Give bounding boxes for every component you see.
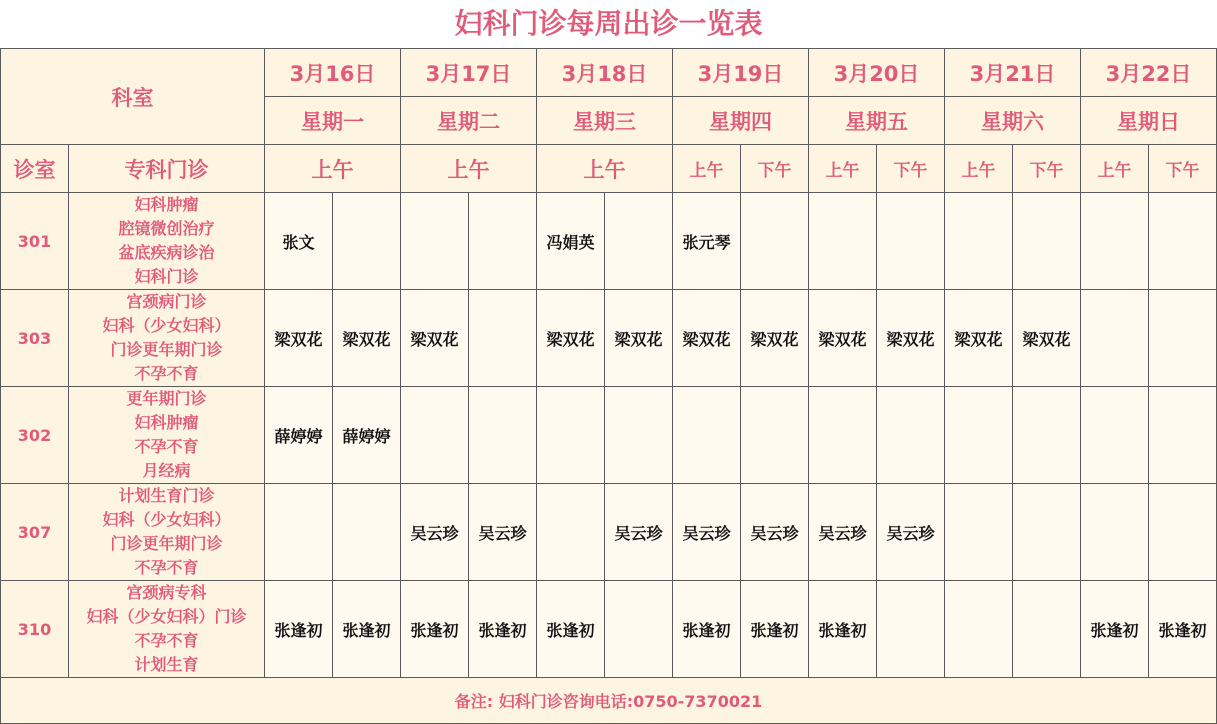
doctor-cell: 梁双花	[333, 290, 401, 387]
doctor-cell: 吴云珍	[741, 484, 809, 581]
doctor-cell: 张逢初	[1149, 581, 1217, 678]
table-row	[1, 290, 1217, 387]
doctor-cell	[945, 484, 1013, 581]
room-number: 301	[1, 193, 69, 290]
specialty-list	[69, 193, 265, 290]
weekday-header: 星期日	[1081, 97, 1217, 145]
date-header: 3月16日	[265, 49, 401, 97]
doctor-cell	[333, 193, 401, 290]
doctor-cell	[1149, 290, 1217, 387]
doctor-cell	[1013, 581, 1081, 678]
doctor-cell	[1081, 290, 1149, 387]
specialty-item: 门诊更年期门诊	[110, 534, 223, 553]
am-header: 上午	[945, 145, 1013, 193]
page-title: 妇科门诊每周出诊一览表	[454, 7, 763, 40]
date-header: 3月21日	[945, 49, 1081, 97]
doctor-cell	[469, 290, 537, 387]
date-header: 3月22日	[1081, 49, 1217, 97]
pm-header: 下午	[877, 145, 945, 193]
date-header: 3月20日	[809, 49, 945, 97]
doctor-cell: 梁双花	[1013, 290, 1081, 387]
doctor-cell	[741, 387, 809, 484]
doctor-cell	[809, 193, 877, 290]
specialty-item: 妇科（少女妇科）	[102, 510, 231, 529]
am-header: 上午	[809, 145, 877, 193]
specialty-list	[69, 387, 265, 484]
room-header: 诊室	[1, 145, 69, 193]
doctor-cell	[1081, 387, 1149, 484]
doctor-cell	[1081, 484, 1149, 581]
date-header: 3月18日	[537, 49, 673, 97]
date-header: 3月17日	[401, 49, 537, 97]
doctor-cell: 吴云珍	[877, 484, 945, 581]
doctor-cell: 张文	[265, 193, 333, 290]
doctor-cell: 梁双花	[537, 290, 605, 387]
doctor-cell: 张逢初	[265, 581, 333, 678]
footer-note: 备注: 妇科门诊咨询电话:0750-7370021	[1, 678, 1217, 724]
doctor-cell	[401, 387, 469, 484]
doctor-cell	[945, 193, 1013, 290]
pm-header: 下午	[1013, 145, 1081, 193]
room-number: 303	[1, 290, 69, 387]
specialty-item: 月经病	[142, 461, 191, 480]
table-row	[1, 484, 1217, 581]
doctor-cell: 梁双花	[809, 290, 877, 387]
doctor-cell: 张逢初	[469, 581, 537, 678]
weekday-header: 星期四	[673, 97, 809, 145]
specialty-list	[69, 581, 265, 678]
doctor-cell	[877, 387, 945, 484]
doctor-cell	[605, 387, 673, 484]
doctor-cell: 梁双花	[741, 290, 809, 387]
am-header: 上午	[537, 145, 673, 193]
specialty-item: 妇科肿瘤	[134, 195, 199, 214]
doctor-cell: 吴云珍	[605, 484, 673, 581]
am-header: 上午	[401, 145, 537, 193]
specialty-item: 更年期门诊	[126, 389, 207, 408]
weekday-header: 星期二	[401, 97, 537, 145]
specialty-list	[69, 484, 265, 581]
specialty-item: 不孕不育	[134, 558, 199, 577]
doctor-cell: 张逢初	[741, 581, 809, 678]
pm-header: 下午	[741, 145, 809, 193]
weekday-header: 星期三	[537, 97, 673, 145]
doctor-cell	[945, 387, 1013, 484]
doctor-cell: 梁双花	[605, 290, 673, 387]
doctor-cell: 张逢初	[537, 581, 605, 678]
specialty-item: 宫颈病门诊	[126, 292, 207, 311]
doctor-cell	[265, 484, 333, 581]
doctor-cell: 冯娟英	[537, 193, 605, 290]
doctor-cell	[945, 581, 1013, 678]
dept-header: 科室	[1, 49, 265, 145]
specialty-item: 不孕不育	[134, 364, 199, 383]
doctor-cell	[673, 387, 741, 484]
doctor-cell	[1081, 193, 1149, 290]
specialty-item: 计划生育门诊	[118, 486, 215, 505]
doctor-cell: 张逢初	[1081, 581, 1149, 678]
doctor-cell: 张逢初	[673, 581, 741, 678]
weekday-header: 星期六	[945, 97, 1081, 145]
doctor-cell: 吴云珍	[401, 484, 469, 581]
room-number: 310	[1, 581, 69, 678]
doctor-cell: 吴云珍	[469, 484, 537, 581]
doctor-cell: 梁双花	[673, 290, 741, 387]
specialty-item: 妇科（少女妇科）	[102, 316, 231, 335]
specialty-item: 不孕不育	[134, 437, 199, 456]
specialty-item: 妇科肿瘤	[134, 413, 199, 432]
schedule-table	[0, 48, 1217, 724]
doctor-cell: 梁双花	[877, 290, 945, 387]
doctor-cell	[1013, 484, 1081, 581]
doctor-cell	[537, 387, 605, 484]
doctor-cell	[469, 193, 537, 290]
doctor-cell	[1149, 193, 1217, 290]
pm-header: 下午	[1149, 145, 1217, 193]
doctor-cell	[877, 193, 945, 290]
room-number: 307	[1, 484, 69, 581]
am-header: 上午	[673, 145, 741, 193]
doctor-cell: 吴云珍	[809, 484, 877, 581]
doctor-cell	[605, 193, 673, 290]
doctor-cell	[401, 193, 469, 290]
doctor-cell: 梁双花	[265, 290, 333, 387]
doctor-cell	[1149, 387, 1217, 484]
room-number: 302	[1, 387, 69, 484]
doctor-cell	[809, 387, 877, 484]
specialty-header: 专科门诊	[69, 145, 265, 193]
doctor-cell: 薛婷婷	[265, 387, 333, 484]
specialty-list	[69, 290, 265, 387]
doctor-cell	[1013, 193, 1081, 290]
specialty-item: 妇科门诊	[134, 267, 199, 286]
doctor-cell	[605, 581, 673, 678]
specialty-item: 计划生育	[134, 655, 199, 674]
specialty-item: 腔镜微创治疗	[118, 219, 215, 238]
doctor-cell: 张逢初	[809, 581, 877, 678]
table-row	[1, 193, 1217, 290]
doctor-cell: 张元琴	[673, 193, 741, 290]
am-header: 上午	[265, 145, 401, 193]
table-row	[1, 581, 1217, 678]
weekday-header: 星期一	[265, 97, 401, 145]
doctor-cell: 薛婷婷	[333, 387, 401, 484]
specialty-item: 妇科（少女妇科）门诊	[86, 607, 247, 626]
date-header: 3月19日	[673, 49, 809, 97]
doctor-cell	[1149, 484, 1217, 581]
doctor-cell	[741, 193, 809, 290]
doctor-cell	[1013, 387, 1081, 484]
doctor-cell: 梁双花	[945, 290, 1013, 387]
weekday-header: 星期五	[809, 97, 945, 145]
specialty-item: 门诊更年期门诊	[110, 340, 223, 359]
doctor-cell: 张逢初	[333, 581, 401, 678]
doctor-cell	[537, 484, 605, 581]
specialty-item: 不孕不育	[134, 631, 199, 650]
doctor-cell: 吴云珍	[673, 484, 741, 581]
doctor-cell: 梁双花	[401, 290, 469, 387]
table-row	[1, 387, 1217, 484]
doctor-cell	[469, 387, 537, 484]
specialty-item: 宫颈病专科	[126, 583, 207, 602]
specialty-item: 盆底疾病诊治	[118, 243, 215, 262]
am-header: 上午	[1081, 145, 1149, 193]
doctor-cell	[877, 581, 945, 678]
doctor-cell	[333, 484, 401, 581]
doctor-cell: 张逢初	[401, 581, 469, 678]
